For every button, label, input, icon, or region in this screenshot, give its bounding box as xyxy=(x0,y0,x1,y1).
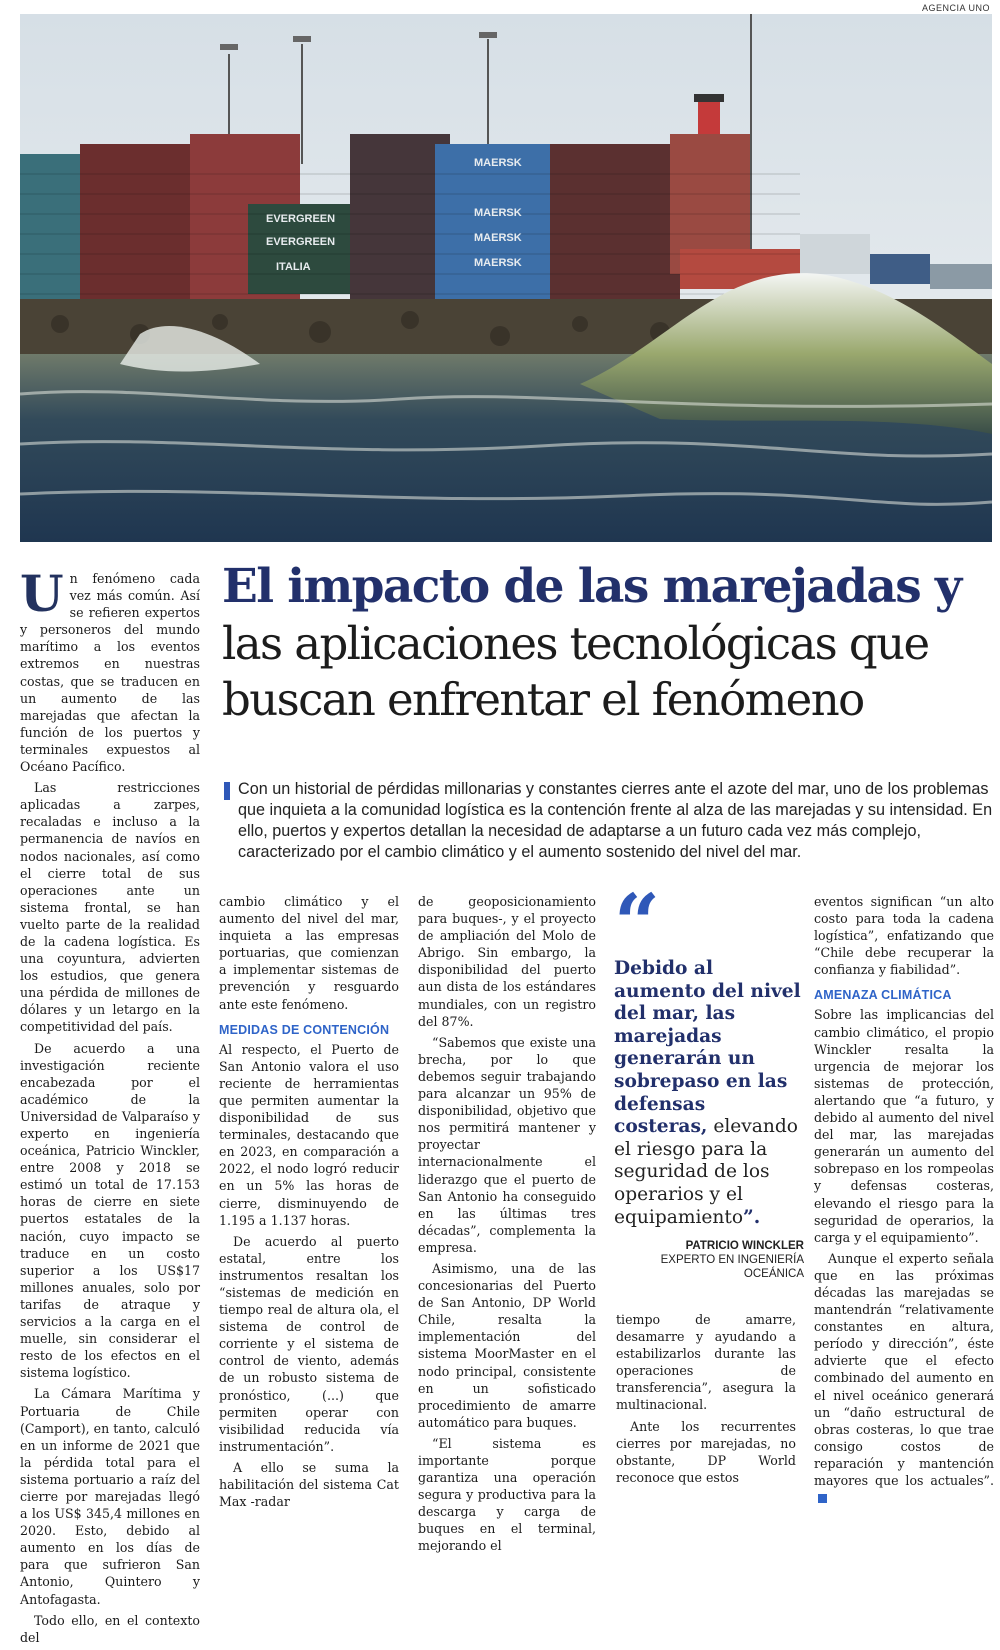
paragraph: cambio climático y el aumento del nivel del mar, inquieta a las empresas portuarias, que comienzan a implementar sistemas de prevención y resguardo ante este fenómeno. xyxy=(219,894,399,1012)
quote-rest: elevando el riesgo para la seguridad de los operarios y el equipamiento xyxy=(614,1116,798,1228)
container-label: ITALIA xyxy=(276,261,311,273)
paragraph: “Sabemos que existe una brecha, por lo que debemos seguir trabajando para alcanzar un 95% de disponibilidad, objetivo que nos permitirá mantener y proyectar internacionalmente el liderazgo que el puerto de San Antonio ha conseguido en las últimas tres décadas”, complementa la empresa. xyxy=(418,1034,596,1255)
paragraph: De acuerdo al puerto estatal, entre los instrumentos resaltan los “sistemas de medición en tiempo real de altura ola, el sistema de control de corriente y el sistema de control de viento, además de un robusto sistema de pronóstico, (...) que permiten operar con visibilidad reducida vía instrumentación”. xyxy=(219,1233,399,1454)
container-label: EVERGREEN xyxy=(266,213,336,225)
quote-text xyxy=(614,958,804,1229)
paragraph xyxy=(20,564,200,775)
lead-paragraph xyxy=(222,779,994,863)
paragraph: De acuerdo a una investigación reciente encabezada por el académico de la Universidad de Valparaíso y experto en ingeniería oceánica, Patricio Winckler, entre 2008 y 2018 se estimó un total de 17.153 horas de cierre en siete puertos estatales de la nación, cuyo impacto se traduce en un costo superior a los US$17 millones anuales, solo por tarifas de atraque y servicios a la carga en el muelle, sin considerar el resto de los efectos en el sistema logístico. xyxy=(20,1040,200,1381)
paragraph: Sobre las implicancias del cambio climático, el propio Winckler resalta la urgencia de mejorar los sistemas de protección, alertando que “a futuro, y debido al aumento del nivel del mar, las marejadas generarán un aumento del sobrepaso en los rompeolas y defensas costeras, elevando el riesgo para la seguridad de operarios, la carga y el equipamiento”. xyxy=(814,1007,994,1245)
paragraph: Asimismo, una de las concesionarias del Puerto de San Antonio, DP World Chile, resalta la implementación del sistema MoorMaster en el nodo principal, consistente en un sofisticado procedimiento de amarre automático para buques. xyxy=(418,1260,596,1430)
quote-mark-icon: “ xyxy=(614,876,655,970)
headline-line-2: las aplicaciones tecnológicas que xyxy=(222,617,929,670)
quote-author: PATRICIO WINCKLER xyxy=(685,1240,804,1253)
quote-close: ”. xyxy=(743,1206,761,1228)
container-label: MAERSK xyxy=(474,157,522,169)
paragraph-text: n fenómeno cada vez más común. Así se refieren expertos y personeros del mundo marítimo a los eventos extremos en nuestras costas, que se traducen en un aumento de las marejadas que afectan la función de los puertos y terminales expuestos al Océano Pacífico. xyxy=(20,571,200,775)
paragraph: Las restricciones aplicadas a zarpes, recaladas e incluso a la permanencia de navíos en nodos nacionales, así como el cierre total de sus operaciones ante un sistema frontal, se han vuelto parte de la realidad de la cadena logística. Es una coyuntura, advierten los estudios, que genera una pérdida de millones de dólares y un letargo en la competitividad del país. xyxy=(20,780,200,1035)
quote-bold: Debido al aumento del nivel del mar, las marejadas generarán un sobrepaso en las defensas costeras, xyxy=(614,958,801,1138)
port-storm-photo xyxy=(20,14,992,542)
article-column-3 xyxy=(418,893,596,1559)
article-column-2 xyxy=(219,893,399,1514)
lead-text: Con un historial de pérdidas millonarias y constantes cierres ante el azote del mar, uno de los problemas que inquieta a la comunidad logística es la contención frente al alza de las marejadas y su intensidad. En ello, puertos y expertos detallan la necesidad de adaptarse a un futuro cada vez más complejo, caracterizado por el cambio climático y el aumento sostenido del nivel del mar. xyxy=(238,780,993,861)
paragraph xyxy=(814,1250,994,1506)
container-label: MAERSK xyxy=(474,232,522,244)
article-column-4 xyxy=(616,1311,796,1490)
subhead-medidas: MEDIDAS DE CONTENCIÓN xyxy=(219,1022,390,1037)
lead-accent-bar xyxy=(224,782,230,800)
drop-cap: U xyxy=(20,564,64,623)
paragraph: Ante los recurrentes cierres por marejadas, no obstante, DP World reconoce que estos xyxy=(616,1418,796,1485)
paragraph: Al respecto, el Puerto de San Antonio valora el uso reciente de herramientas que permiten aumentar la disponibilidad de sus terminales, destacando que en 2023, en comparación a 2022, el nodo logró reducir en un 5% las horas de cierre, disminuyendo de 1.195 a 1.137 horas. xyxy=(219,1041,399,1228)
paragraph: La Cámara Marítima y Portuaria de Chile (Camport), en tanto, calculó en un informe de 2021 que la pérdida total para el sistema portuario a raíz del cierre por marejadas llegó a los US$ 345,4 millones en 2020. Esto, debido al aumento en los días de para que sufrieron San Antonio, Quintero y Antofagasta. xyxy=(20,1386,200,1607)
headline xyxy=(222,558,992,728)
paragraph: de geoposicionamiento para buques-, y el proyecto de ampliación del Molo de Abrigo. Sin embargo, la disponibilidad del puerto aun dista de los estándares mundiales, con un registro del 87%. xyxy=(418,894,596,1029)
quote-author-role: EXPERTO EN INGENIERÍA OCEÁNICA xyxy=(660,1254,804,1281)
end-mark-icon xyxy=(818,1494,827,1503)
article-column-1 xyxy=(20,564,200,1650)
paragraph: tiempo de amarre, desamarre y ayudando a estabilizarlos durante las operaciones de transferencia”, asegura la multinacional. xyxy=(616,1312,796,1413)
paragraph: A ello se suma la habilitación del sistema Cat Max -radar xyxy=(219,1459,399,1510)
container-label: EVERGREEN xyxy=(266,236,336,248)
paragraph: eventos significan “un alto costo para toda la cadena logística”, enfatizando que “Chile debe recuperar la confianza y fiabilidad”. xyxy=(814,894,994,978)
paragraph: Todo ello, en el contexto del xyxy=(20,1612,200,1645)
headline-line-3: buscan enfrentar el fenómeno xyxy=(222,673,864,726)
pull-quote xyxy=(614,876,804,1281)
article-column-5 xyxy=(814,893,994,1510)
container-label: MAERSK xyxy=(474,257,522,269)
photo-credit: AGENCIA UNO xyxy=(921,3,990,13)
subhead-amenaza: AMENAZA CLIMÁTICA xyxy=(814,988,952,1003)
paragraph: “El sistema es importante porque garantiza una operación segura y productiva para la descarga y carga de buques en el terminal, mejorando el xyxy=(418,1435,596,1554)
headline-line-1: El impacto de las marejadas y xyxy=(222,559,961,614)
paragraph-text: Aunque el experto señala que en las próximas décadas las marejadas se mantendrán “relativamente constantes en altura, período y dirección”, éste advierte que el efecto combinado del aumento en el nivel oceánico generará un “daño estructural de obras costeras, lo que trae consigo costos de reparación y mantención mayores que los actuales”. xyxy=(814,1250,994,1488)
container-label: MAERSK xyxy=(474,207,522,219)
